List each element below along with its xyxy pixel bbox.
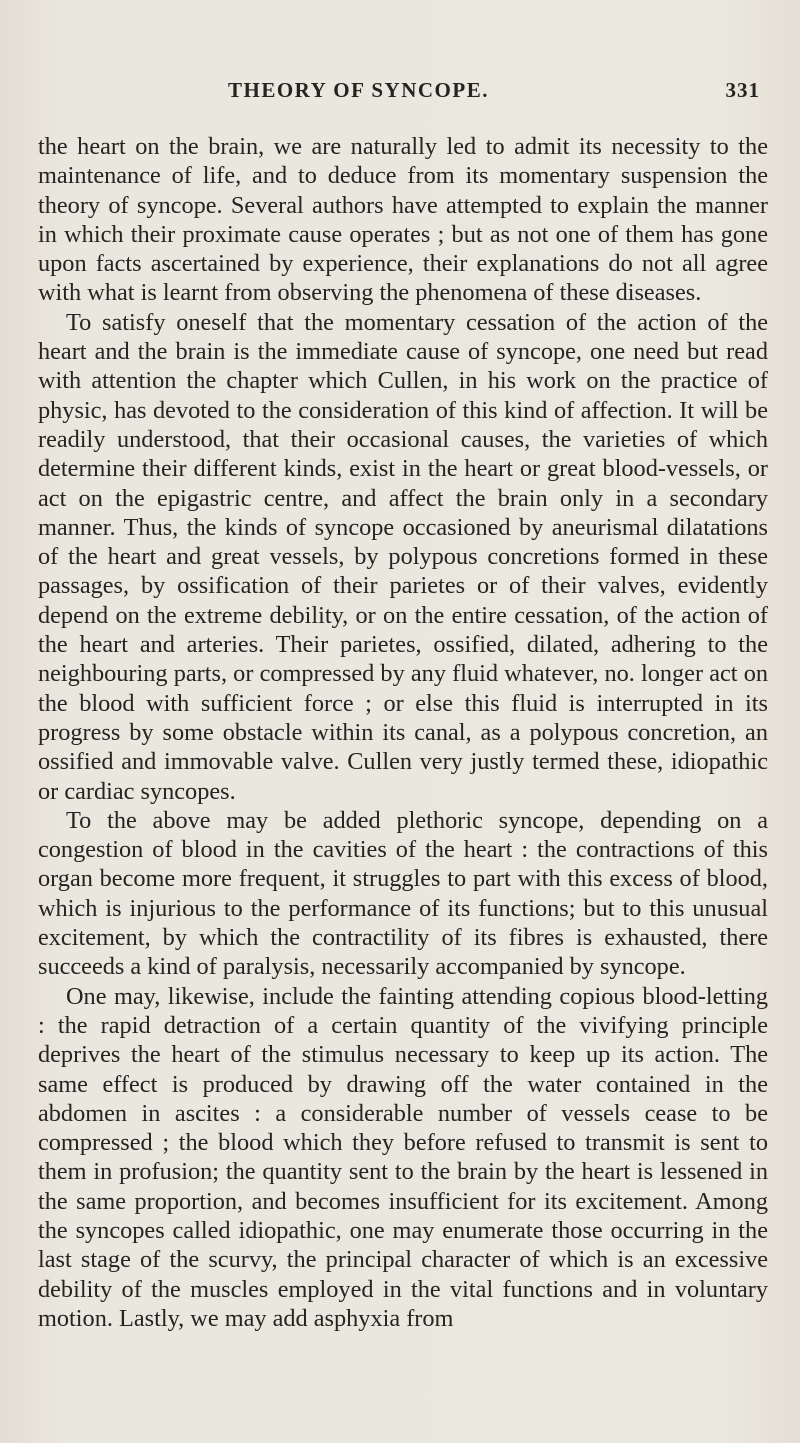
paragraph: To satisfy oneself that the momentary cessation of the action of the heart and the brain is the immediate cause of syncope, one need but read with attention the chapter which Cullen, in his work on the practice of physic, has devoted to the consideration of this kind of affection. It will be readily understood, that their occasional causes, the varieties of which determine their different kinds, exist in the heart or great blood-vessels, or act on the epigastric centre, and affect the brain only in a secondary manner. Thus, the kinds of syncope occasioned by aneurismal dilatations of the heart and great vessels, by polypous concretions formed in these passages, by ossification of their parietes or of their valves, evidently depend on the extreme debility, or on the entire cessation, of the action of the heart and arteries. Their parietes, ossified, dilated, adhering to the neighbouring parts, or compressed by any fluid whatever, no. longer act on the blood with sufficient force ; or else this fluid is interrupted in its progress by some obstacle within its canal, as a polypous concretion, an ossified and immovable valve. Cullen very justly termed these, idiopathic or cardiac syncopes. xyxy=(38,308,768,805)
running-head xyxy=(38,0,768,124)
page-number: 331 xyxy=(725,78,760,102)
paragraph: To the above may be added plethoric syncope, depending on a congestion of blood in the cavities of the heart : the contractions of this organ become more frequent, it struggles to part with this excess of blood, which is injurious to the performance of its functions; but to this unusual excitement, by which the contractility of its fibres is exhausted, there succeeds a kind of paralysis, necessarily accompanied by syncope. xyxy=(38,806,768,981)
paragraph: the heart on the brain, we are naturally led to admit its necessity to the maintenance of life, and to deduce from its momentary suspension the theory of syncope. Several authors have attempted to explain the manner in which their proximate cause operates ; but as not one of them has gone upon facts ascertained by experience, their explanations do not all agree with what is learnt from observing the phenomena of these diseases. xyxy=(38,133,768,307)
running-head-title: THEORY OF SYNCOPE. xyxy=(228,78,489,102)
body-text xyxy=(38,132,768,1333)
paragraph: One may, likewise, include the fainting attending copious blood-letting : the rapid detraction of a certain quantity of the vivifying principle deprives the heart of the stimulus necessary to keep up its action. The same effect is produced by drawing off the water contained in the abdomen in ascites : a considerable number of vessels cease to be compressed ; the blood which they before refused to transmit is sent to them in profusion; the quantity sent to the brain by the heart is lessened in the same proportion, and becomes insufficient for its excitement. Among the syncopes called idiopathic, one may enumerate those occurring in the last stage of the scurvy, the principal character of which is an excessive debility of the muscles employed in the vital functions and in voluntary motion. Lastly, we may add asphyxia from xyxy=(38,982,768,1332)
